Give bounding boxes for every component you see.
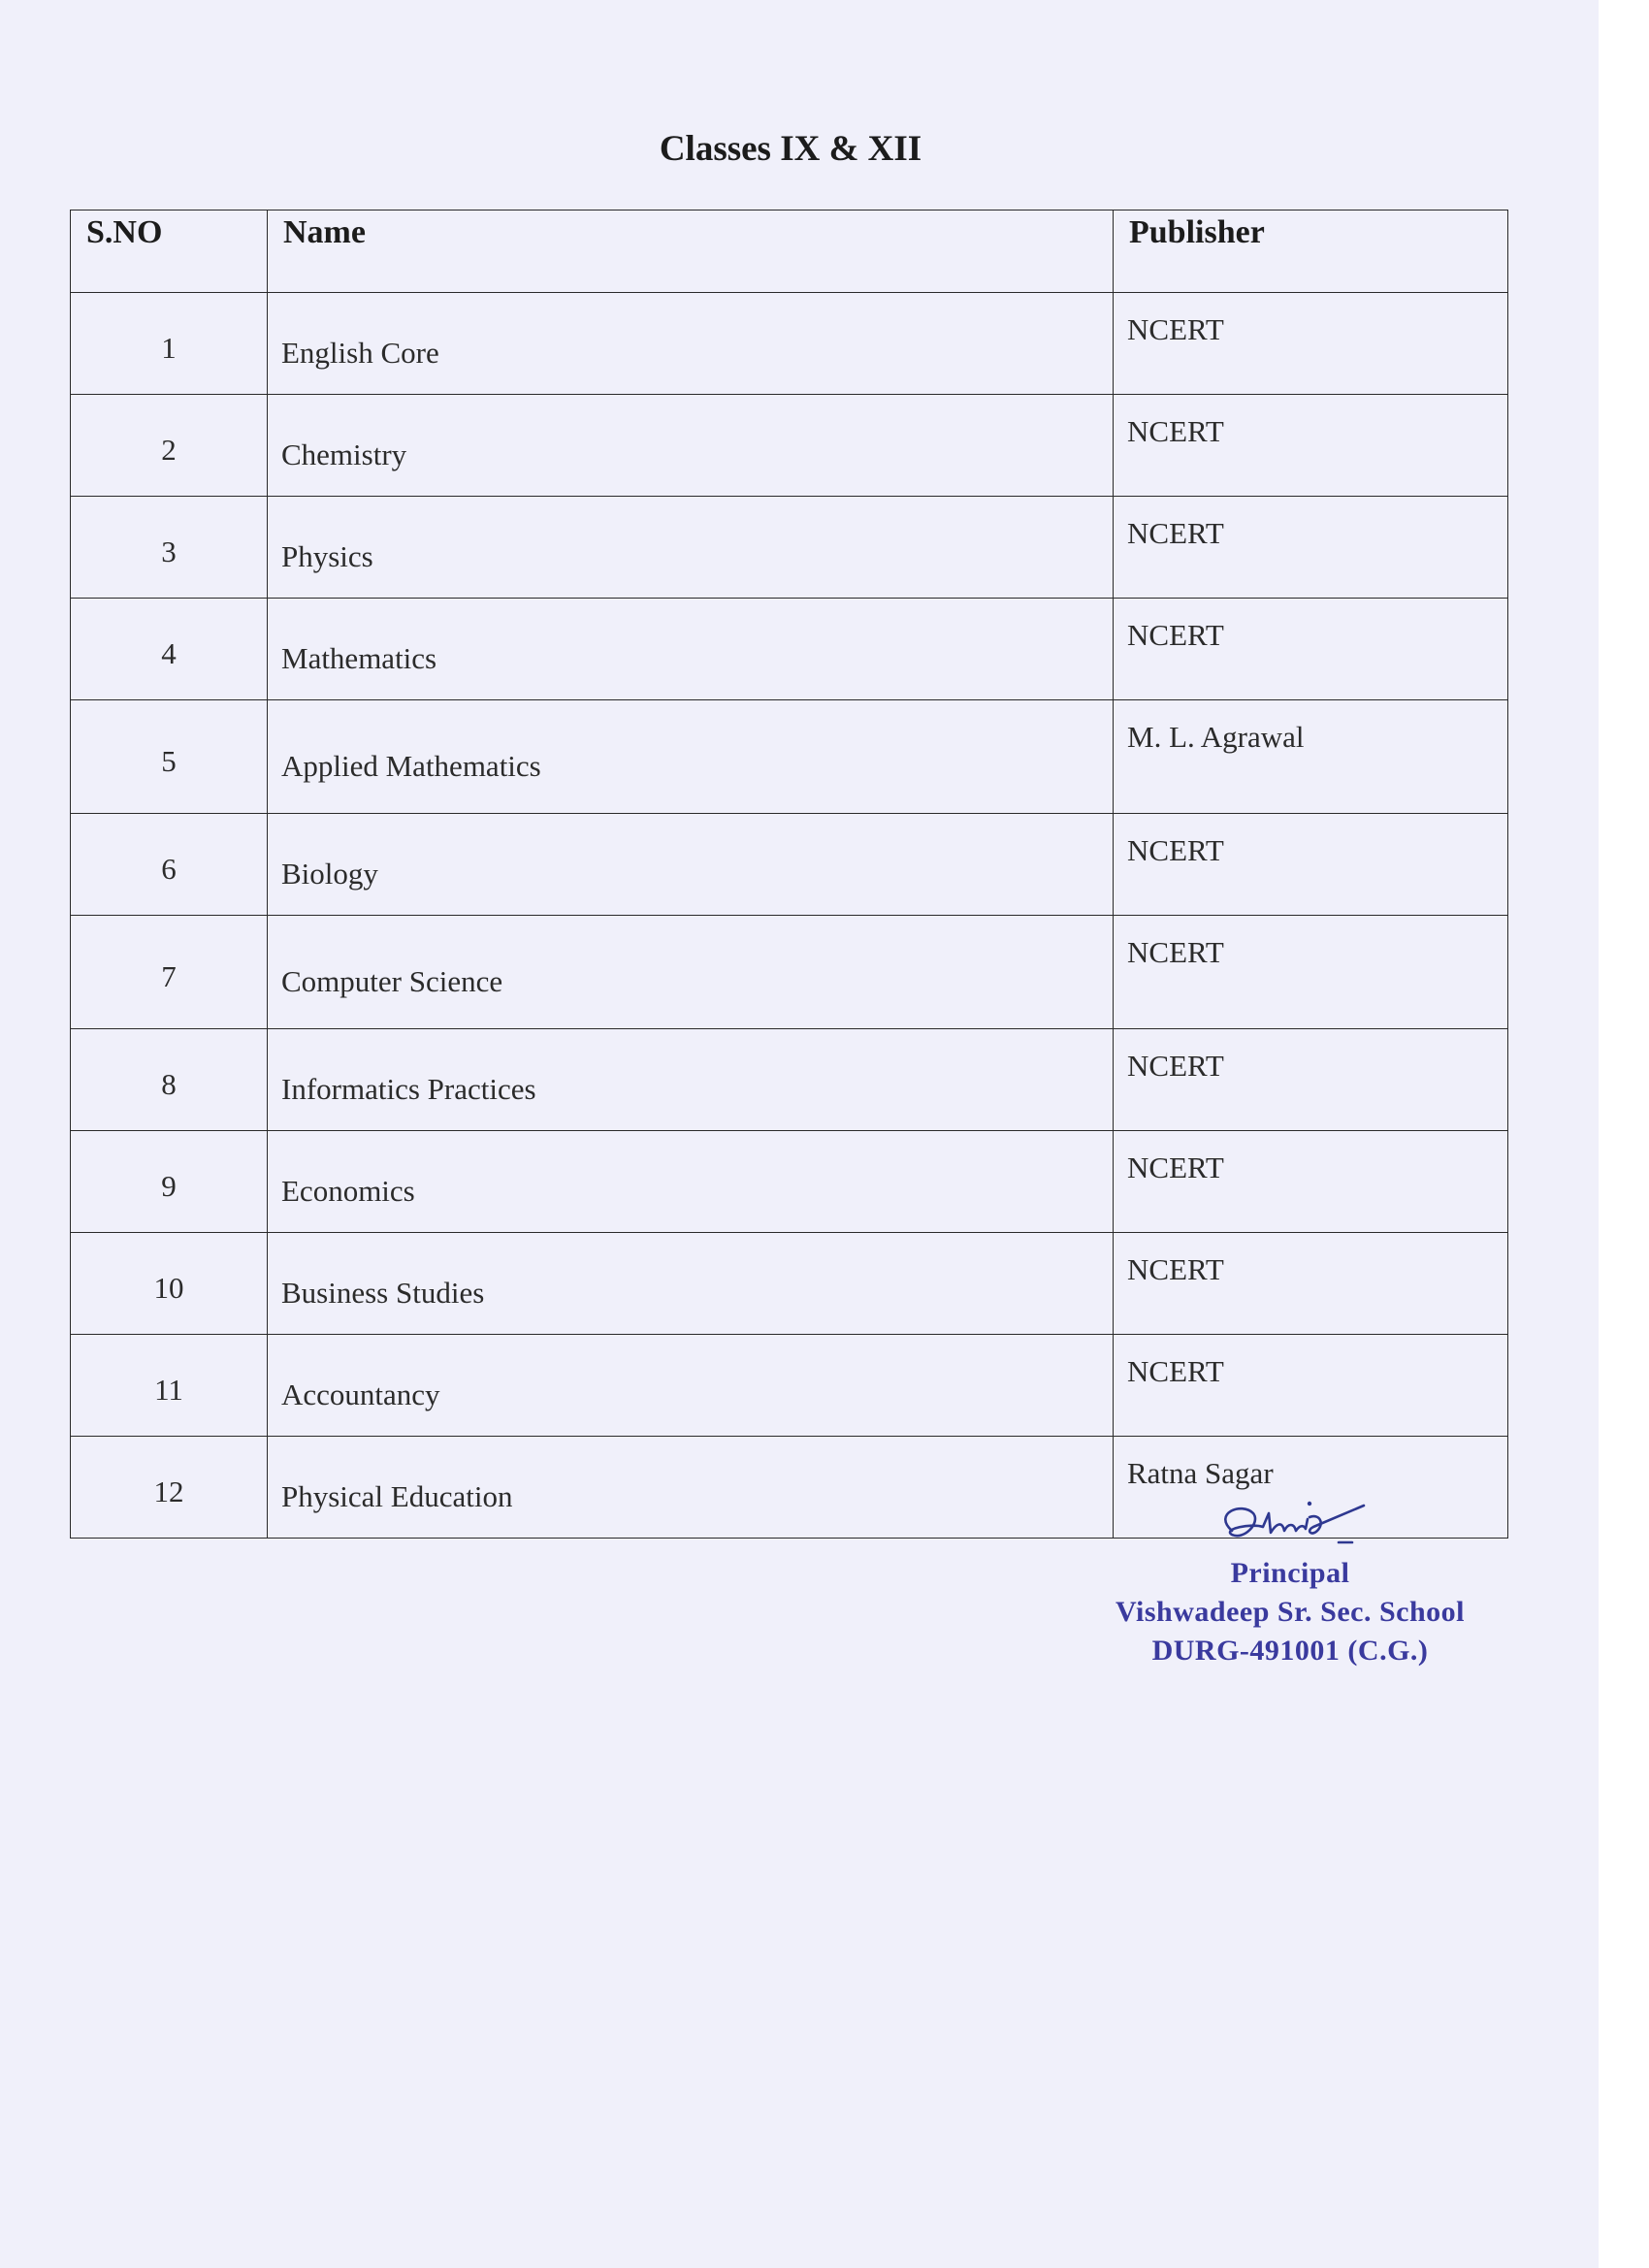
table-row [71, 700, 1508, 814]
table-row [71, 395, 1508, 497]
cell-publisher: NCERT [1114, 1029, 1508, 1131]
table-header-row [71, 211, 1508, 293]
cell-sno: 8 [71, 1029, 268, 1131]
cell-publisher: Ratna Sagar [1114, 1437, 1508, 1539]
table-row [71, 916, 1508, 1029]
page-edge [1599, 0, 1649, 2268]
cell-sno: 11 [71, 1335, 268, 1437]
stamp-school-name: Vishwadeep Sr. Sec. School [1116, 1596, 1465, 1628]
cell-publisher: M. L. Agrawal [1114, 700, 1508, 814]
cell-publisher: NCERT [1114, 916, 1508, 1029]
cell-name: Business Studies [268, 1233, 1114, 1335]
table-row [71, 1131, 1508, 1233]
cell-publisher: NCERT [1114, 814, 1508, 916]
cell-publisher: NCERT [1114, 1131, 1508, 1233]
stamp-address: DURG-491001 (C.G.) [1151, 1635, 1429, 1667]
cell-sno: 1 [71, 293, 268, 395]
cell-publisher: NCERT [1114, 1233, 1508, 1335]
principal-stamp [1057, 1484, 1523, 1670]
cell-sno: 9 [71, 1131, 268, 1233]
cell-publisher: NCERT [1114, 293, 1508, 395]
table-row [71, 1335, 1508, 1437]
table-row [71, 293, 1508, 395]
signature-image [1193, 1484, 1387, 1562]
cell-sno: 10 [71, 1233, 268, 1335]
cell-publisher: NCERT [1114, 497, 1508, 599]
table-row [71, 814, 1508, 916]
cell-name: Physical Education [268, 1437, 1114, 1539]
book-list-table [70, 210, 1508, 1539]
stamp-designation: Principal [1230, 1557, 1350, 1589]
cell-name: Biology [268, 814, 1114, 916]
cell-publisher: NCERT [1114, 395, 1508, 497]
cell-name: Chemistry [268, 395, 1114, 497]
cell-name: Accountancy [268, 1335, 1114, 1437]
header-sno: S.NO [71, 211, 268, 293]
cell-sno: 7 [71, 916, 268, 1029]
cell-name: English Core [268, 293, 1114, 395]
page-title: Classes IX & XII [659, 129, 922, 169]
cell-name: Applied Mathematics [268, 700, 1114, 814]
cell-name: Economics [268, 1131, 1114, 1233]
cell-publisher: NCERT [1114, 599, 1508, 700]
cell-name: Physics [268, 497, 1114, 599]
table-row [71, 599, 1508, 700]
cell-sno: 12 [71, 1437, 268, 1539]
cell-sno: 6 [71, 814, 268, 916]
table-row [71, 497, 1508, 599]
cell-sno: 4 [71, 599, 268, 700]
cell-sno: 3 [71, 497, 268, 599]
header-name: Name [268, 211, 1114, 293]
cell-sno: 2 [71, 395, 268, 497]
table-row [71, 1233, 1508, 1335]
cell-publisher: NCERT [1114, 1335, 1508, 1437]
cell-name: Mathematics [268, 599, 1114, 700]
cell-name: Informatics Practices [268, 1029, 1114, 1131]
cell-name: Computer Science [268, 916, 1114, 1029]
table-row [71, 1029, 1508, 1131]
cell-sno: 5 [71, 700, 268, 814]
header-publisher: Publisher [1114, 211, 1508, 293]
